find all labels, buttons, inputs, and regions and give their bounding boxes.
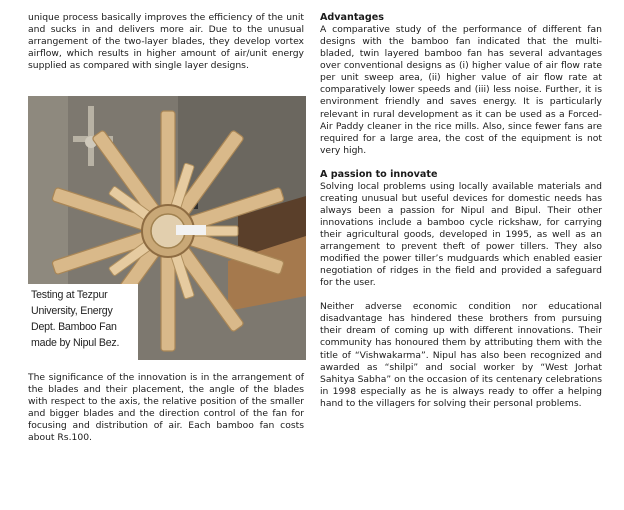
significance-paragraph: The significance of the innovation is in the arrangement of the blades and their placement, the angle of the blades with respect to the axis, the relative position of the smaller and bigger blades and the direction control of the fan for focusing and distribution of air. Each bamboo fan costs about Rs.100. <box>28 372 304 444</box>
intro-paragraph: unique process basically improves the efficiency of the unit and sucks in and delivers more air. Due to the unusual arrangement of the two-layer blades, they develop vortex airflow, which results in higher amount of air/unit energy supplied as compared with single layer designs. <box>28 12 304 72</box>
advantages-paragraph: A comparative study of the performance of different fan designs with the bamboo fan indicated that the multi-bladed, twin layered bamboo fan has several advantages over conventional designs as (i) higher value of air flow rate per unit sweep area, (ii) higher value of air flow rate at comparatively lower speeds and (iii) less noise. Further, it is environment friendly and saves energy. It is particularly relevant in rural development as it can be used as a Forced-Air Paddy cleaner in the rice mills. Also, since fewer fans are required for a large area, the cost of the equipment is not very high. <box>320 24 602 156</box>
photo-caption-line: made by Nipul Bez. <box>31 337 120 350</box>
photo-caption <box>28 284 138 360</box>
passion-paragraph: Solving local problems using locally available materials and creating unusual but useful devices for domestic needs has always been a passion for Nipul and Bipul. Their other innovations include a bamboo cycle rickshaw, for carrying their agricultural goods, developed in 1995, as well as an arrangement to prevent theft of power tillers. They also modified the power tiller’s mudguards which enabled easier negotiation of ridges in the field and provided a safeguard for the user. <box>320 180 602 289</box>
right-column <box>320 12 602 410</box>
photo-caption-line: University, Energy <box>31 305 113 318</box>
bamboo-fan-photo <box>28 96 306 360</box>
left-column <box>28 12 304 445</box>
passion-heading: A passion to innovate <box>320 168 438 180</box>
advantages-heading: Advantages <box>320 12 384 23</box>
photo-caption-line: Testing at Tezpur <box>31 289 108 302</box>
closing-paragraph: Neither adverse economic condition nor educational disadvantage has hindered these brothers from pursuing their dream of coming up with different innovations. Their community has honoured them by attributing them with the title of “Vishwakarma”. Nipul has also been recognized and awarded as “shilpi” and social worker by “West Jorhat Sahitya Sabha” on the occasion of its centenary celebrations in 1998 especially as he is always ready to offer a helping hand to the villagers for solving their personal problems. <box>320 301 602 409</box>
photo-caption-line: Dept. Bamboo Fan <box>31 321 117 334</box>
